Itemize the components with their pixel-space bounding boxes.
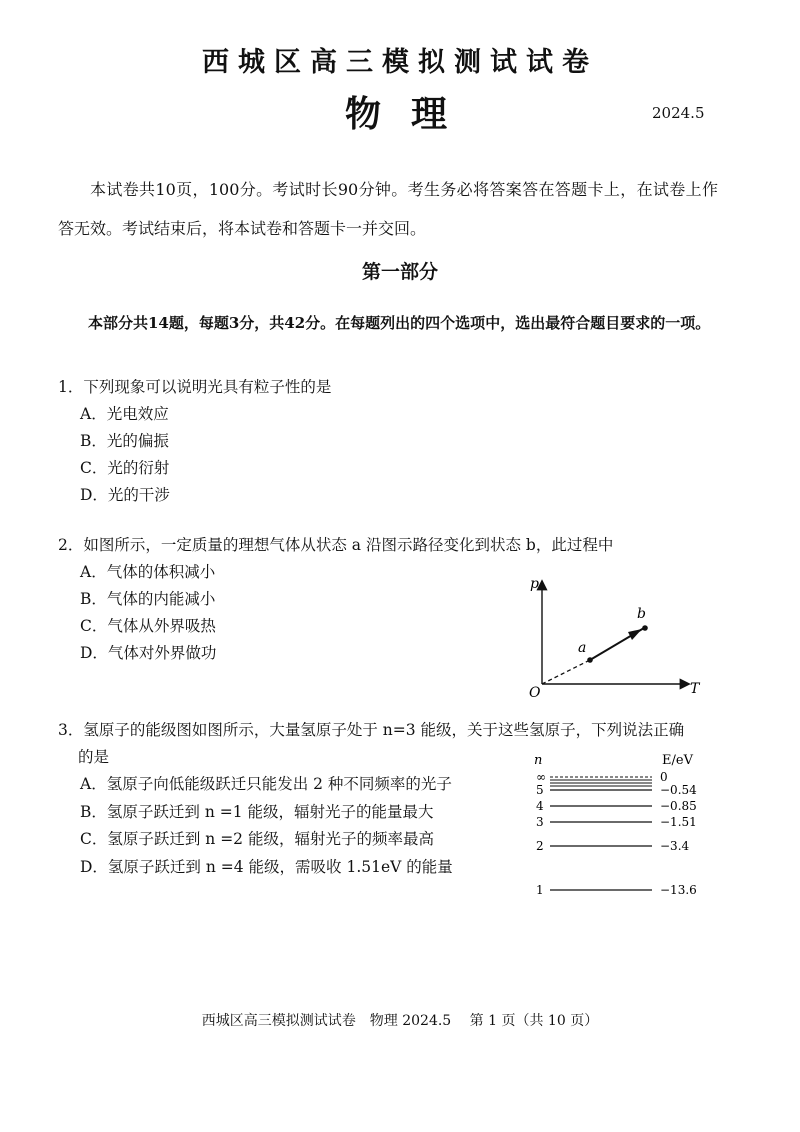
q2-option-d: D．气体对外界做功 xyxy=(80,644,217,662)
energy-level-value-3: −1.51 xyxy=(660,815,697,829)
q2-option-a: A．气体的体积减小 xyxy=(80,563,216,581)
q3-option-d: D．氢原子跃迁到 n =4 能级，需吸收 1.51eV 的能量 xyxy=(80,858,453,876)
q1-option-b: B．光的偏振 xyxy=(80,432,169,450)
t-axis-label: T xyxy=(690,681,700,697)
question-number: 3． xyxy=(58,721,84,739)
q1-option-a: A．光电效应 xyxy=(80,405,169,423)
exam-date: 2024.5 xyxy=(652,104,705,122)
energy-level-value-4: −0.85 xyxy=(660,799,697,813)
question-number: 1． xyxy=(58,378,84,396)
energy-level-n-inf: ∞ xyxy=(536,770,546,784)
energy-level-n-1: 1 xyxy=(536,883,544,897)
origin-label: O xyxy=(529,685,541,700)
path-arrow xyxy=(628,629,642,640)
point-a-label: a xyxy=(578,640,587,656)
page-footer: 西城区高三模拟测试试卷 物理 2024.5 第 1 页（共 10 页） xyxy=(201,1013,599,1029)
pt-diagram xyxy=(520,570,710,700)
energy-level-n-3: 3 xyxy=(536,815,544,829)
question-stem: 如图所示，一定质量的理想气体从状态 a 沿图示路径变化到状态 b，此过程中 xyxy=(83,536,614,554)
q3-option-a: A．氢原子向低能级跃迁只能发出 2 种不同频率的光子 xyxy=(80,775,452,793)
q3-option-c: C．氢原子跃迁到 n =2 能级，辐射光子的频率最高 xyxy=(80,830,434,848)
n-header: n xyxy=(534,753,543,768)
p-axis-label: p xyxy=(530,576,539,592)
section-instructions: 本部分共14题，每题3分，共42分。在每题列出的四个选项中，选出最符合题目要求的一项。 xyxy=(88,314,711,332)
energy-level-n-2: 2 xyxy=(536,839,544,853)
q2-option-b: B．气体的内能减小 xyxy=(80,590,216,608)
energy-level-value-inf: 0 xyxy=(660,770,668,784)
question-2 xyxy=(58,533,613,555)
point-b-label: b xyxy=(637,606,646,622)
exam-intro: 本试卷共10页，100分。考试时长90分钟。考生务必将答案答在答题卡上，在试卷上作答无效。考试结束后，将本试卷和答题卡一并交回。 xyxy=(58,180,718,238)
point-a xyxy=(587,657,593,663)
energy-header: E/eV xyxy=(662,753,693,768)
question-1 xyxy=(58,375,331,397)
subject-title: 物理 xyxy=(345,93,478,135)
question-number: 2． xyxy=(58,536,84,554)
question-3-stem-line2: 的是 xyxy=(78,748,110,766)
q1-option-d: D．光的干涉 xyxy=(80,486,170,504)
question-3 xyxy=(58,718,684,740)
energy-level-diagram xyxy=(528,750,708,900)
q2-option-c: C．气体从外界吸热 xyxy=(80,617,216,635)
energy-level-value-2: −3.4 xyxy=(660,839,690,853)
question-stem-line1: 氢原子的能级图如图所示，大量氢原子处于 n=3 能级，关于这些氢原子，下列说法正确 xyxy=(83,721,685,739)
energy-levels xyxy=(536,770,697,897)
point-b xyxy=(642,625,648,631)
question-stem: 下列现象可以说明光具有粒子性的是 xyxy=(83,378,332,396)
q3-option-b: B．氢原子跃迁到 n =1 能级，辐射光子的能量最大 xyxy=(80,803,434,821)
energy-level-n-4: 4 xyxy=(536,799,544,813)
energy-level-n-5: 5 xyxy=(536,783,544,797)
energy-level-value-1: −13.6 xyxy=(660,883,697,897)
q1-option-c: C．光的衍射 xyxy=(80,459,170,477)
exam-title: 西城区高三模拟测试试卷 xyxy=(202,47,598,78)
energy-level-value-5: −0.54 xyxy=(660,783,697,797)
section-title: 第一部分 xyxy=(361,261,438,283)
dashed-extension xyxy=(542,660,590,684)
